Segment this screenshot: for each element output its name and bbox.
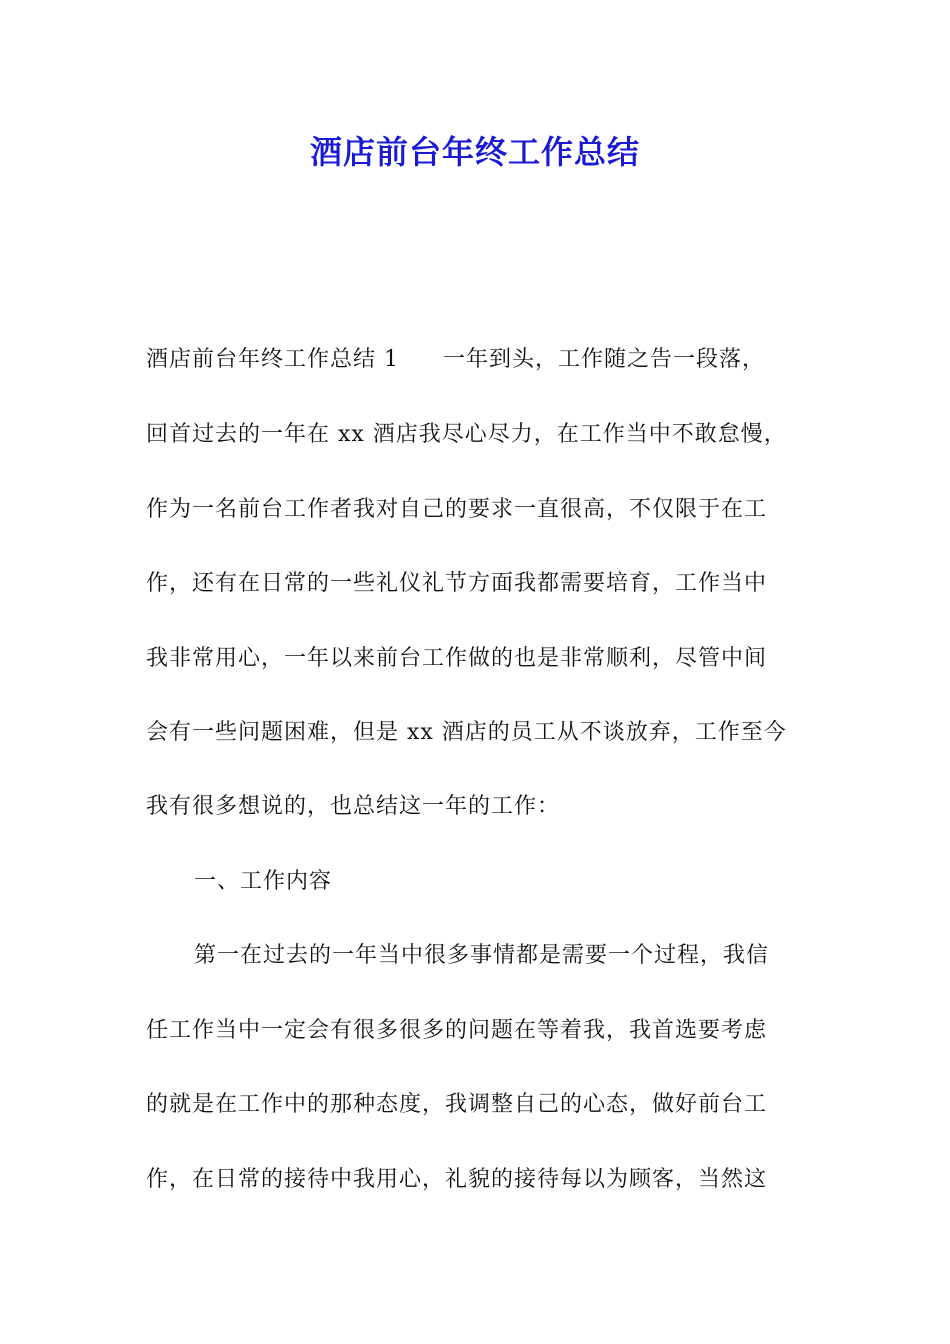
paragraph-line: 会有一些问题困难，但是 xx 酒店的员工从不谈放弃，工作至今 bbox=[146, 720, 787, 745]
paragraph-line: 任工作当中一定会有很多很多的问题在等着我，我首选要考虑 bbox=[146, 1018, 768, 1043]
paragraph-line: 回首过去的一年在 xx 酒店我尽心尽力，在工作当中不敢怠慢， bbox=[146, 422, 787, 447]
paragraph-line: 作，在日常的接待中我用心，礼貌的接待每以为顾客，当然这 bbox=[146, 1167, 768, 1192]
paragraph-line: 作为一名前台工作者我对自己的要求一直很高，不仅限于在工 bbox=[146, 497, 768, 522]
paragraph-line: 的就是在工作中的那种态度，我调整自己的心态，做好前台工 bbox=[146, 1092, 768, 1117]
document-title: 酒店前台年终工作总结 bbox=[309, 133, 640, 171]
paragraph-line: 我非常用心，一年以来前台工作做的也是非常顺利，尽管中间 bbox=[146, 646, 768, 671]
paragraph-line bbox=[146, 345, 806, 375]
paragraph-line: 作，还有在日常的一些礼仪礼节方面我都需要培育，工作当中 bbox=[146, 571, 768, 596]
section-heading: 一、工作内容 bbox=[194, 869, 333, 894]
line-text: 一年到头，工作随之告一段落， bbox=[443, 347, 766, 372]
section-heading-inline: 酒店前台年终工作总结 1 bbox=[146, 347, 399, 372]
paragraph-line: 我有很多想说的，也总结这一年的工作： bbox=[146, 794, 561, 819]
paragraph-line: 第一在过去的一年当中很多事情都是需要一个过程，我信 bbox=[194, 943, 770, 968]
